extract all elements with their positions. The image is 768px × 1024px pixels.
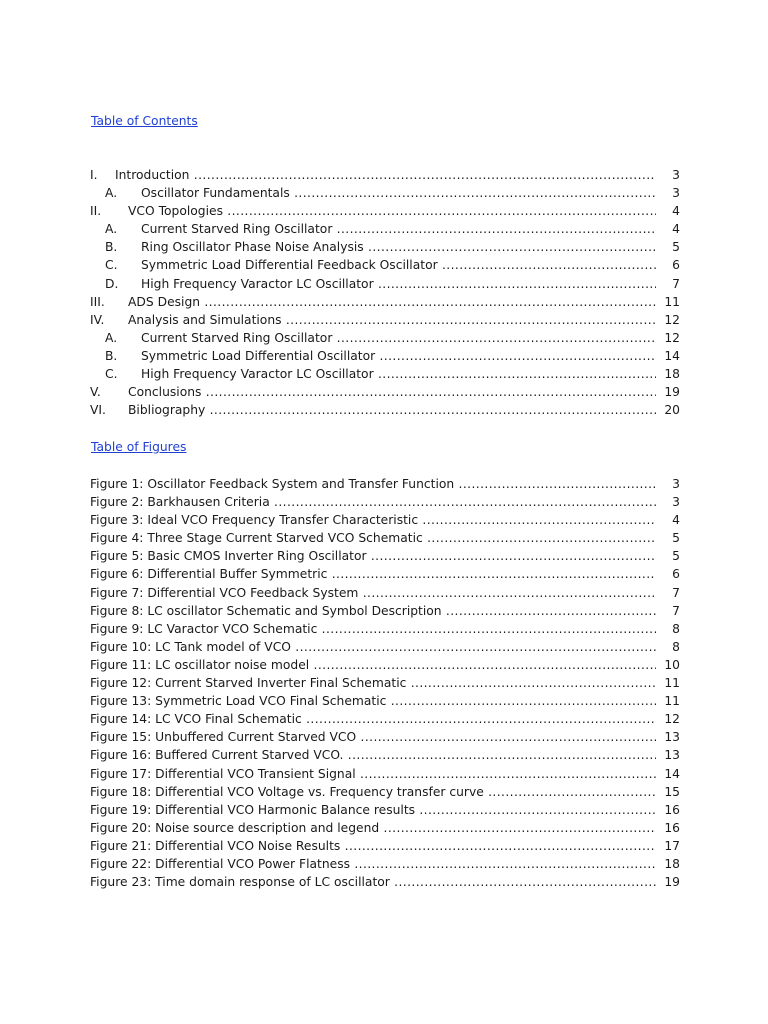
figure-entry[interactable] [90, 783, 680, 801]
figure-entry-title: Figure 6: Differential Buffer Symmetric ..... [90, 565, 656, 583]
toc-entry[interactable] [90, 202, 680, 220]
toc-entry-page: 11 [660, 293, 680, 311]
toc-entry-page: 3 [668, 184, 680, 202]
figure-entry-title: Figure 21: Differential VCO Noise Results ..... [90, 837, 656, 855]
toc-entry-page: 7 [668, 275, 680, 293]
toc-entry-number: C. [105, 258, 118, 273]
figure-entry[interactable] [90, 602, 680, 620]
figure-entry-page: 6 [668, 565, 680, 583]
figure-entry[interactable] [90, 873, 680, 891]
figure-entry-title: Figure 1: Oscillator Feedback System and Transfer Function ..... [90, 475, 656, 493]
toc-entry[interactable] [90, 365, 680, 383]
figure-entry[interactable] [90, 511, 680, 529]
toc-entry-number: I. [90, 168, 98, 182]
figure-entry-page: 3 [668, 475, 680, 493]
figure-entry-title: Figure 17: Differential VCO Transient Signal ..... [90, 765, 656, 783]
figure-entry[interactable] [90, 620, 680, 638]
figure-entry[interactable] [90, 819, 680, 837]
figure-entry-title: Figure 18: Differential VCO Voltage vs. Frequency transfer curve ..... [90, 783, 656, 801]
figure-entry-page: 4 [668, 511, 680, 529]
toc-entry[interactable] [90, 293, 680, 311]
toc-entry-number: B. [105, 240, 118, 255]
toc-entry-title: Bibliography ..... [128, 401, 656, 419]
toc-entry-title: Analysis and Simulations ..... [128, 311, 656, 329]
toc-entry[interactable] [90, 238, 680, 256]
figure-entry-page: 16 [660, 801, 680, 819]
figure-entry-title: Figure 12: Current Starved Inverter Final Schematic ..... [90, 674, 656, 692]
toc-list [90, 166, 680, 419]
toc-entry-title: High Frequency Varactor LC Oscillator ..... [141, 275, 656, 293]
figure-entry-title: Figure 4: Three Stage Current Starved VCO Schematic ..... [90, 529, 656, 547]
figure-entry-page: 5 [668, 547, 680, 565]
toc-entry-page: 14 [660, 347, 680, 365]
figure-entry-title: Figure 13: Symmetric Load VCO Final Schematic ..... [90, 692, 656, 710]
figure-entry-title: Figure 16: Buffered Current Starved VCO. ..... [90, 746, 656, 764]
figure-entry[interactable] [90, 855, 680, 873]
figure-entry[interactable] [90, 638, 680, 656]
toc-entry[interactable] [90, 311, 680, 329]
figure-entry-page: 11 [660, 674, 680, 692]
toc-entry-title: Oscillator Fundamentals ..... [141, 184, 656, 202]
toc-entry-title: Symmetric Load Differential Oscillator ..... [141, 347, 656, 365]
figure-entry[interactable] [90, 710, 680, 728]
toc-entry-number: VI. [90, 403, 106, 418]
figure-entry-page: 13 [660, 746, 680, 764]
toc-entry-page: 19 [660, 383, 680, 401]
toc-entry-number: A. [105, 222, 118, 237]
tof-heading-link[interactable]: Table of Figures [91, 440, 187, 454]
figure-entry-page: 16 [660, 819, 680, 837]
toc-entry-page: 4 [668, 202, 680, 220]
figure-entry-title: Figure 22: Differential VCO Power Flatness ..... [90, 855, 656, 873]
figure-entry-title: Figure 20: Noise source description and legend ..... [90, 819, 656, 837]
figure-entry-page: 18 [660, 855, 680, 873]
toc-entry-number: III. [90, 294, 105, 309]
figure-entry[interactable] [90, 493, 680, 511]
figure-entry[interactable] [90, 674, 680, 692]
figure-entry[interactable] [90, 529, 680, 547]
figure-entry-title: Figure 15: Unbuffered Current Starved VCO ..... [90, 728, 656, 746]
figure-entry-page: 5 [668, 529, 680, 547]
figure-entry-title: Figure 3: Ideal VCO Frequency Transfer Characteristic ..... [90, 511, 656, 529]
figure-entry[interactable] [90, 728, 680, 746]
toc-entry-title: Current Starved Ring Oscillator ..... [141, 329, 656, 347]
figure-entry-title: Figure 19: Differential VCO Harmonic Balance results ..... [90, 801, 656, 819]
toc-entry-title: Symmetric Load Differential Feedback Oscillator ..... [141, 256, 656, 274]
figure-entry-page: 12 [660, 710, 680, 728]
toc-entry[interactable] [90, 383, 680, 401]
toc-entry-number: A. [105, 330, 118, 345]
figure-entry[interactable] [90, 475, 680, 493]
figure-entry[interactable] [90, 692, 680, 710]
toc-entry-page: 18 [660, 365, 680, 383]
toc-entry[interactable] [90, 166, 680, 184]
figure-entry-page: 3 [668, 493, 680, 511]
figure-entry-title: Figure 2: Barkhausen Criteria ..... [90, 493, 656, 511]
tof-list [90, 475, 680, 891]
toc-entry-number: IV. [90, 312, 105, 327]
figure-entry-page: 8 [668, 638, 680, 656]
toc-entry[interactable] [90, 329, 680, 347]
toc-entry-number: B. [105, 348, 118, 363]
figure-entry[interactable] [90, 584, 680, 602]
figure-entry[interactable] [90, 746, 680, 764]
toc-entry-page: 5 [668, 238, 680, 256]
figure-entry[interactable] [90, 547, 680, 565]
toc-entry-number: D. [105, 276, 119, 291]
toc-entry-number: A. [105, 186, 118, 201]
figure-entry-page: 15 [660, 783, 680, 801]
figure-entry-page: 11 [660, 692, 680, 710]
figure-entry-title: Figure 5: Basic CMOS Inverter Ring Oscillator ..... [90, 547, 656, 565]
toc-entry-number: II. [90, 204, 102, 219]
figure-entry-page: 17 [660, 837, 680, 855]
toc-entry[interactable] [90, 184, 680, 202]
toc-entry[interactable] [90, 347, 680, 365]
figure-entry[interactable] [90, 801, 680, 819]
toc-entry-title: VCO Topologies ..... [128, 202, 656, 220]
toc-entry-number: C. [105, 367, 118, 382]
figure-entry[interactable] [90, 565, 680, 583]
toc-entry-page: 3 [668, 166, 680, 184]
figure-entry-title: Figure 11: LC oscillator noise model ..... [90, 656, 656, 674]
toc-entry-title: Introduction ..... [115, 166, 656, 184]
figure-entry[interactable] [90, 837, 680, 855]
toc-entry[interactable] [90, 220, 680, 238]
figure-entry-page: 19 [660, 873, 680, 891]
toc-entry-title: Conclusions ..... [128, 383, 656, 401]
toc-entry-page: 6 [668, 256, 680, 274]
toc-entry-page: 12 [660, 311, 680, 329]
toc-entry-title: ADS Design ..... [128, 293, 656, 311]
toc-entry[interactable] [90, 256, 680, 274]
figure-entry-page: 8 [668, 620, 680, 638]
figure-entry-page: 14 [660, 765, 680, 783]
toc-entry-number: V. [90, 385, 101, 400]
toc-entry[interactable] [90, 401, 680, 419]
toc-entry-title: Current Starved Ring Oscillator ..... [141, 220, 656, 238]
figure-entry[interactable] [90, 656, 680, 674]
figure-entry-page: 10 [660, 656, 680, 674]
figure-entry-title: Figure 10: LC Tank model of VCO ..... [90, 638, 656, 656]
figure-entry-title: Figure 23: Time domain response of LC oscillator ..... [90, 873, 656, 891]
toc-entry-page: 4 [668, 220, 680, 238]
toc-entry-page: 12 [660, 329, 680, 347]
figure-entry-page: 13 [660, 728, 680, 746]
figure-entry-title: Figure 8: LC oscillator Schematic and Symbol Description ..... [90, 602, 656, 620]
figure-entry-title: Figure 7: Differential VCO Feedback System ..... [90, 584, 656, 602]
toc-entry-page: 20 [660, 401, 680, 419]
figure-entry-title: Figure 9: LC Varactor VCO Schematic ..... [90, 620, 656, 638]
figure-entry-title: Figure 14: LC VCO Final Schematic ..... [90, 710, 656, 728]
toc-entry-title: High Frequency Varactor LC Oscillator ..... [141, 365, 656, 383]
figure-entry[interactable] [90, 765, 680, 783]
toc-entry-title: Ring Oscillator Phase Noise Analysis ..... [141, 238, 656, 256]
figure-entry-page: 7 [668, 602, 680, 620]
toc-heading-link[interactable]: Table of Contents [91, 114, 198, 128]
toc-entry[interactable] [90, 275, 680, 293]
figure-entry-page: 7 [668, 584, 680, 602]
